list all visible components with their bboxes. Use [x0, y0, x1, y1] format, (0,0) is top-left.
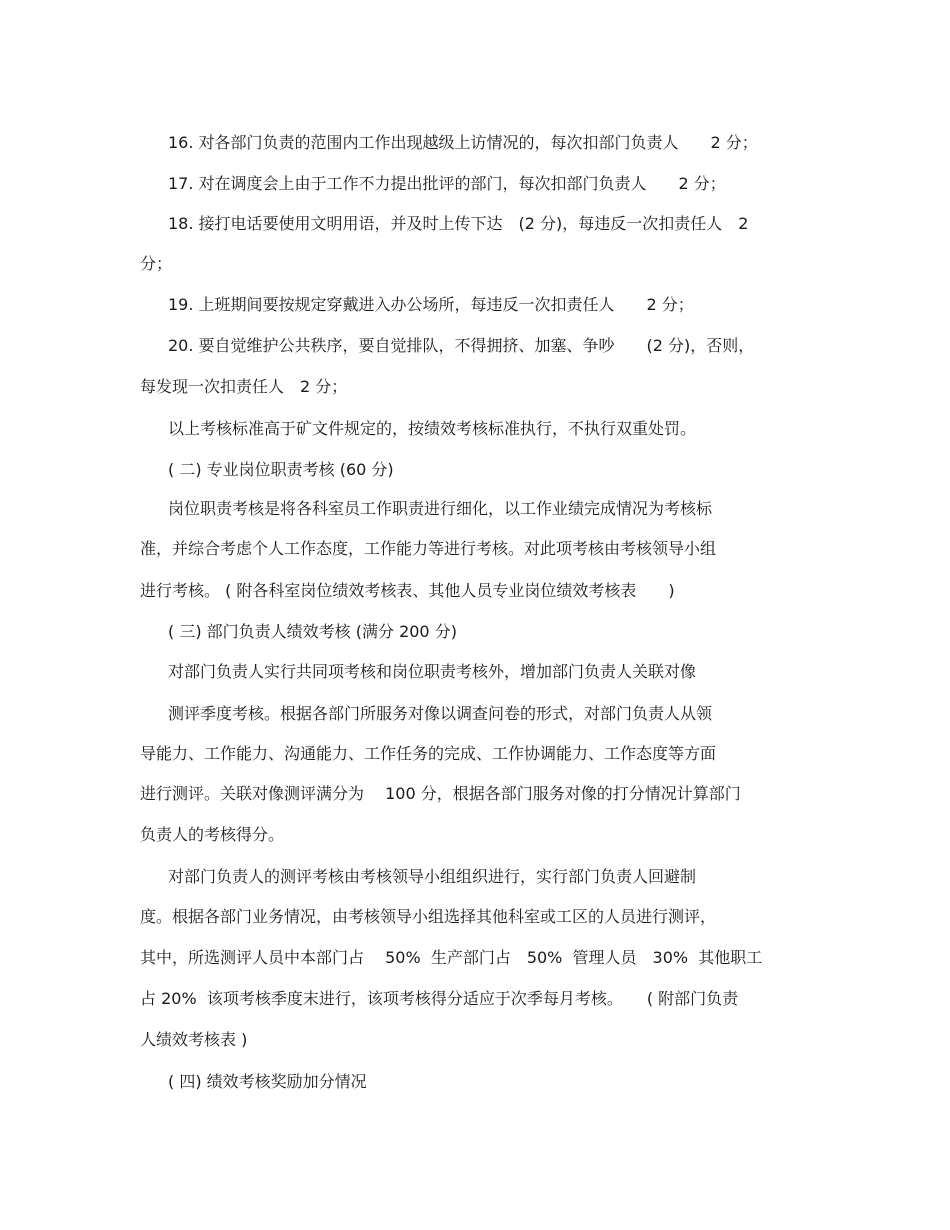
section-heading-2: ( 二) 专业岗位职责考核 (60 分) [168, 460, 394, 479]
text-line-item-16: 16. 对各部门负责的范围内工作出现越级上访情况的，每次扣部门负责人 2 分； [168, 133, 758, 152]
text-line-item-17: 17. 对在调度会上由于工作不力提出批评的部门，每次扣部门负责人 2 分； [168, 174, 726, 193]
text-line-sec3-p2: 测评季度考核。根据各部门所服务对像以调查问卷的形式，对部门负责人从领 [168, 704, 713, 723]
text-line-item-18-cont: 分； [140, 254, 173, 273]
text-line-sec2-p3: 进行考核。 ( 附各科室岗位绩效考核表、其他人员专业岗位绩效考核表 ) [140, 581, 675, 600]
text-line-sec2-p1: 岗位职责考核是将各科室员工作职责进行细化，以工作业绩完成情况为考核标 [168, 499, 713, 518]
text-line-item-20-cont: 每发现一次扣责任人 2 分； [140, 377, 348, 396]
text-line-standard-note: 以上考核标准高于矿文件规定的，按绩效考核标准执行，不执行双重处罚。 [168, 419, 697, 438]
text-line-item-20: 20. 要自觉维护公共秩序，要自觉排队，不得拥挤、加塞、争吵 (2 分)，否则， [168, 336, 755, 355]
text-line-sec3-p7: 度。根据各部门业务情况，由考核领导小组选择其他科室或工区的人员进行测评， [140, 907, 717, 926]
text-line-sec3-p3: 导能力、工作能力、沟通能力、工作任务的完成、工作协调能力、工作态度等方面 [140, 744, 717, 763]
text-line-item-19: 19. 上班期间要按规定穿戴进入办公场所，每违反一次扣责任人 2 分； [168, 295, 694, 314]
section-heading-4: ( 四) 绩效考核奖励加分情况 [168, 1072, 367, 1091]
text-line-sec3-p6: 对部门负责人的测评考核由考核领导小组组织进行，实行部门负责人回避制 [168, 867, 697, 886]
text-line-sec2-p2: 准，并综合考虑个人工作态度，工作能力等进行考核。对此项考核由考核领导小组 [140, 539, 717, 558]
text-line-item-18: 18. 接打电话要使用文明用语，并及时上传下达 (2 分)，每违反一次扣责任人 2 [168, 214, 749, 233]
text-line-sec3-p5: 负责人的考核得分。 [140, 825, 285, 844]
text-line-sec3-p10: 人绩效考核表 ) [140, 1030, 248, 1049]
text-line-sec3-p1: 对部门负责人实行共同项考核和岗位职责考核外，增加部门负责人关联对像 [168, 662, 697, 681]
section-heading-3: ( 三) 部门负责人绩效考核 (满分 200 分) [168, 622, 457, 641]
text-line-sec3-p8: 其中，所选测评人员中本部门占 50% 生产部门占 50% 管理人员 30% 其他职工 [140, 948, 763, 967]
text-line-sec3-p9: 占 20% 该项考核季度末进行，该项考核得分适应于次季每月考核。 ( 附部门负责 [140, 989, 739, 1008]
text-line-sec3-p4: 进行测评。关联对像测评满分为 100 分，根据各部门服务对像的打分情况计算部门 [140, 784, 741, 803]
